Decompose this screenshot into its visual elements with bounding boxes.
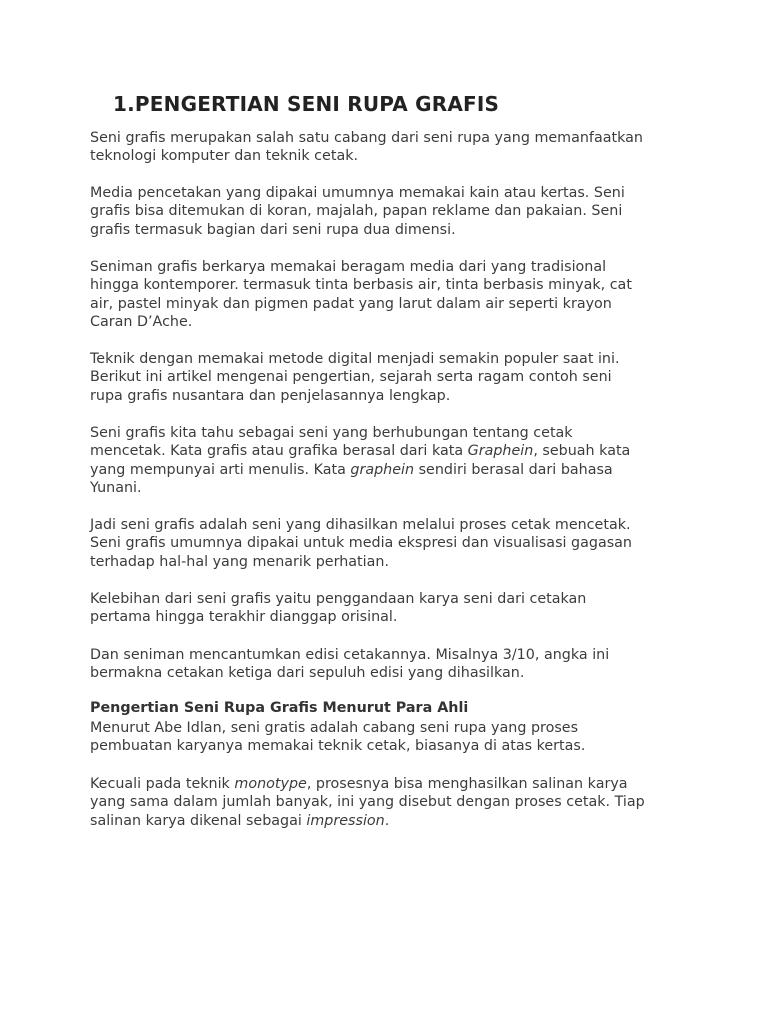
paragraph-5	[90, 424, 690, 498]
paragraph-line: Seni grafis kita tahu sebagai seni yang berhubungan tentang cetak	[90, 425, 573, 441]
italic-term: graphein	[350, 461, 415, 478]
paragraph-line: Seniman grafis berkarya memakai beragam media dari yang tradisional	[90, 259, 607, 275]
section-subheading: Pengertian Seni Rupa Grafis Menurut Para Ahli	[90, 700, 469, 716]
paragraph-line: Teknik dengan memakai metode digital menjadi semakin populer saat ini.	[90, 351, 620, 367]
paragraph-line: pembuatan karyanya memakai teknik cetak, biasanya di atas kertas.	[90, 738, 586, 755]
paragraph-3	[90, 258, 690, 332]
paragraph-line: Media pencetakan yang dipakai umumnya memakai kain atau kertas. Seni	[90, 185, 625, 201]
paragraph-line: Jadi seni grafis adalah seni yang dihasilkan melalui proses cetak mencetak.	[90, 517, 631, 533]
paragraph-line: Seni grafis umumnya dipakai untuk media ekspresi dan visualisasi gagasan	[90, 535, 632, 552]
italic-term: monotype	[234, 776, 307, 792]
paragraph-4	[90, 350, 690, 405]
page-title: 1.PENGERTIAN SENI RUPA GRAFIS	[113, 92, 500, 116]
paragraph-2	[90, 184, 690, 239]
paragraph-line: air, pastel minyak dan pigmen padat yang larut dalam air seperti krayon	[90, 295, 612, 312]
paragraph-line: teknologi komputer dan teknik cetak.	[90, 148, 359, 165]
paragraph-line: Caran D’Ache.	[90, 314, 193, 331]
paragraph-line: terhadap hal-hal yang menarik perhatian.	[90, 553, 389, 570]
paragraph-line: hingga kontemporer. termasuk tinta berbasis air, tinta berbasis minyak, cat	[90, 277, 632, 294]
paragraph-line: Kecuali pada teknik monotype, prosesnya bisa menghasilkan salinan karya	[90, 776, 628, 792]
paragraph-line: Seni grafis merupakan salah satu cabang dari seni rupa yang memanfaatkan	[90, 130, 643, 146]
paragraph-line: grafis termasuk bagian dari seni rupa dua dimensi.	[90, 221, 456, 238]
paragraph-6	[90, 516, 690, 571]
paragraph-line: Berikut ini artikel mengenai pengertian, sejarah serta ragam contoh seni	[90, 369, 612, 386]
italic-term: impression	[306, 812, 385, 829]
paragraph-line: salinan karya dikenal sebagai impression.	[90, 812, 390, 829]
paragraph-line: yang sama dalam jumlah banyak, ini yang disebut dengan proses cetak. Tiap	[90, 794, 645, 811]
paragraph-line: grafis bisa ditemukan di koran, majalah, papan reklame dan pakaian. Seni	[90, 203, 623, 220]
italic-term: Graphein	[467, 443, 534, 460]
paragraph-line: mencetak. Kata grafis atau grafika berasal dari kata Graphein, sebuah kata	[90, 443, 631, 460]
paragraph-1	[90, 129, 690, 166]
paragraph-line: Yunani.	[90, 480, 142, 497]
paragraph-line: Dan seniman mencantumkan edisi cetakannya. Misalnya 3/10, angka ini	[90, 647, 610, 663]
paragraph-10	[90, 775, 690, 830]
paragraph-7	[90, 590, 690, 627]
paragraph-line: rupa grafis nusantara dan penjelasannya lengkap.	[90, 387, 451, 404]
paragraph-line: Menurut Abe Idlan, seni gratis adalah cabang seni rupa yang proses	[90, 720, 579, 736]
paragraph-8	[90, 646, 690, 683]
paragraph-line: pertama hingga terakhir dianggap orisinal.	[90, 609, 398, 626]
paragraph-9	[90, 719, 690, 756]
paragraph-line: bermakna cetakan ketiga dari sepuluh edisi yang dihasilkan.	[90, 665, 525, 682]
paragraph-line: yang mempunyai arti menulis. Kata graphein sendiri berasal dari bahasa	[90, 461, 613, 478]
paragraph-line: Kelebihan dari seni grafis yaitu penggandaan karya seni dari cetakan	[90, 591, 587, 607]
